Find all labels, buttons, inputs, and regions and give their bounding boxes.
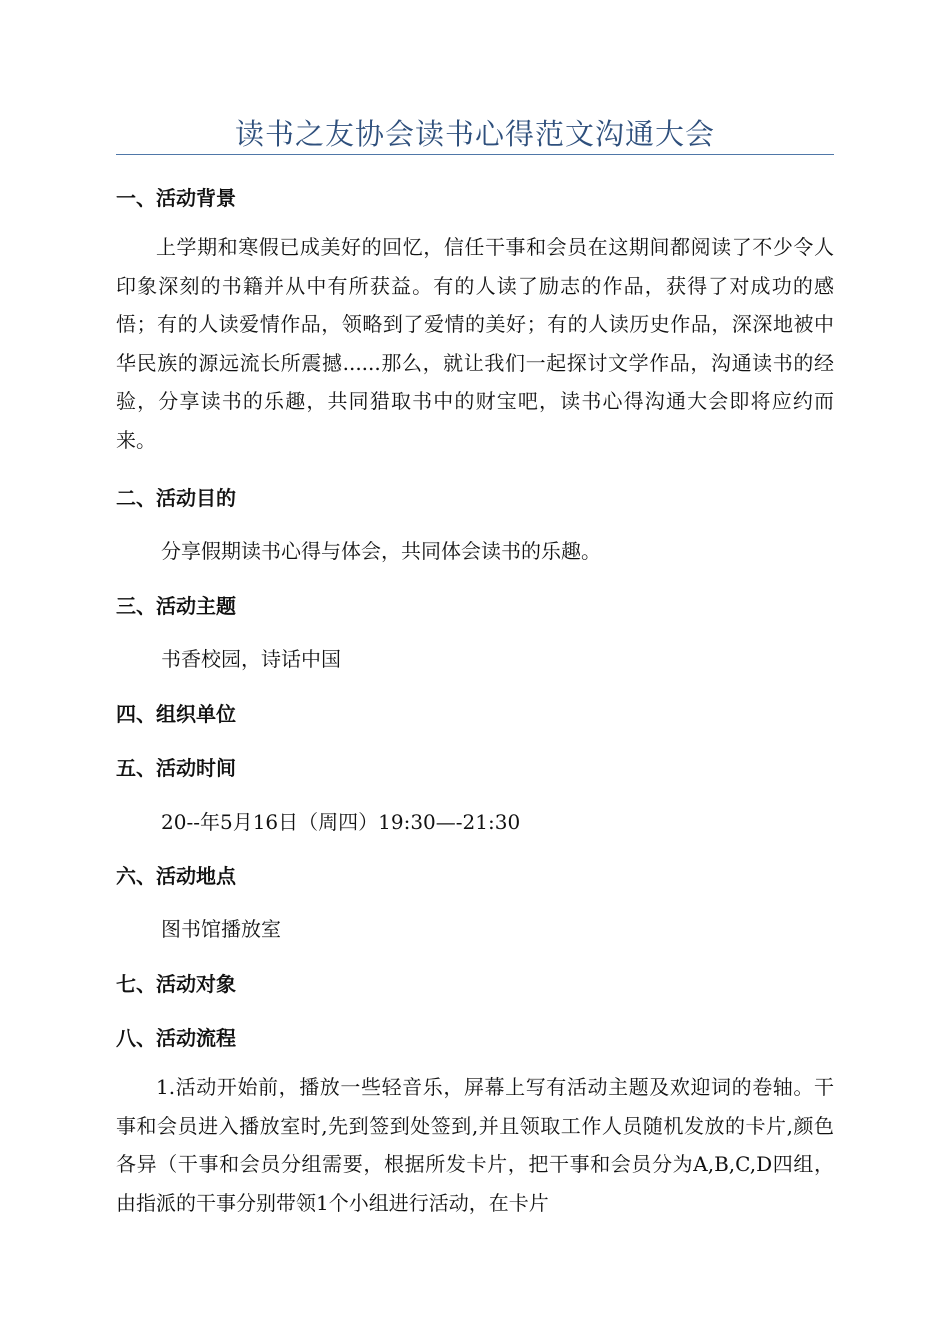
section-paragraph-process: 1.活动开始前，播放一些轻音乐，屏幕上写有活动主题及欢迎词的卷轴。干事和会员进入播放室时,先到签到处签到,并且领取工作人员随机发放的卡片,颜色各异（干事和会员分组需要，根据所发卡片，把干事和会员分为A,B,C,D四组，由指派的干事分别带领1个小组进行活动，在卡片 — [116, 1075, 834, 1215]
section-heading-audience: 七、活动对象 — [116, 972, 236, 996]
section-line-time: 20--年5月16日（周四）19:30—-21:30 — [161, 810, 521, 834]
section-paragraph-background: 上学期和寒假已成美好的回忆，信任干事和会员在这期间都阅读了不少令人印象深刻的书籍并从中有所获益。有的人读了励志的作品，获得了对成功的感悟；有的人读爱情作品，领略到了爱情的美好；有的人读历史作品，深深地被中华民族的源远流长所震撼......那么，就让我们一起探讨文学作品，沟通读书的经验，分享读书的乐趣，共同猎取书中的财宝吧，读书心得沟通大会即将应约而来。 — [116, 235, 834, 452]
section-line-theme: 书香校园，诗话中国 — [161, 647, 341, 671]
section-line-location: 图书馆播放室 — [161, 917, 281, 941]
section-heading-purpose: 二、活动目的 — [116, 486, 236, 510]
section-heading-process: 八、活动流程 — [116, 1026, 236, 1050]
section-heading-background: 一、活动背景 — [116, 186, 236, 210]
section-heading-theme: 三、活动主题 — [116, 594, 236, 618]
section-heading-time: 五、活动时间 — [116, 756, 236, 780]
title-underline — [116, 154, 834, 155]
section-heading-location: 六、活动地点 — [116, 864, 236, 888]
section-heading-organizer: 四、组织单位 — [116, 702, 236, 726]
section-line-purpose: 分享假期读书心得与体会，共同体会读书的乐趣。 — [161, 539, 601, 563]
document-title: 读书之友协会读书心得范文沟通大会 — [234, 117, 715, 151]
